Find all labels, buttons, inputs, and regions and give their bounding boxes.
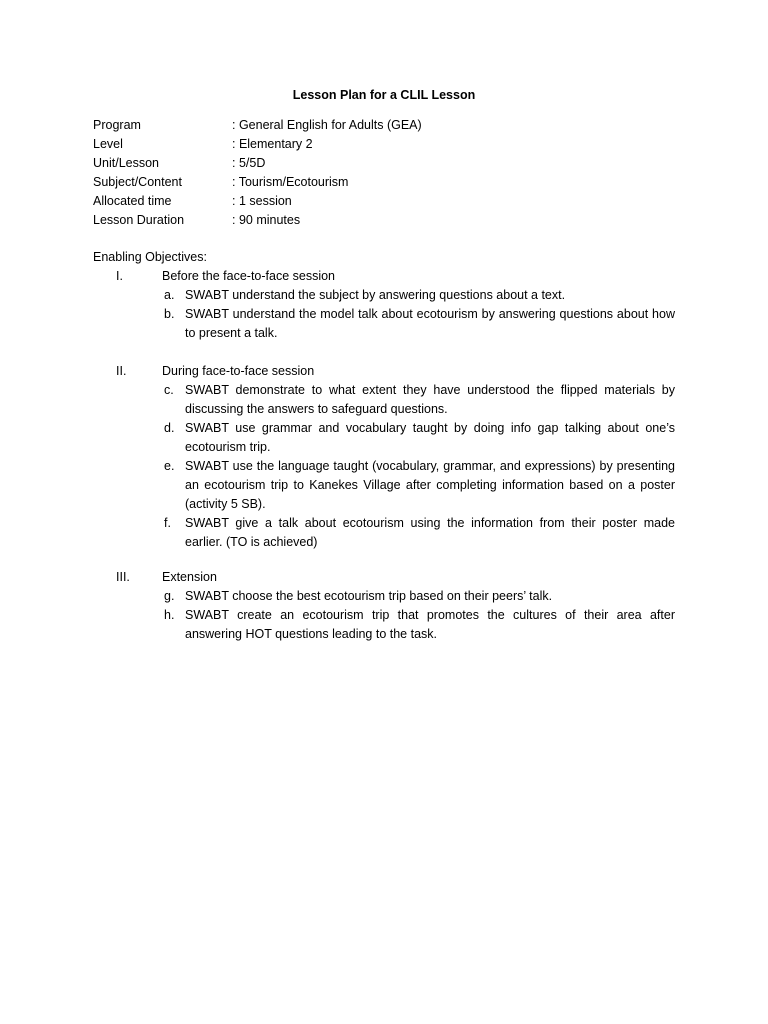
item-text: SWABT understand the model talk about ecotourism by answering questions about how to present a talk. bbox=[185, 307, 675, 340]
item-text: SWABT use grammar and vocabulary taught by doing info gap talking about one’s ecotourism trip. bbox=[185, 421, 675, 454]
meta-row-unit-lesson bbox=[93, 154, 422, 173]
item-text: SWABT use the language taught (vocabulary, grammar, and expressions) by presenting an ecotourism trip to Kanekes Village after completing information based on a poster (activity 5 SB). bbox=[185, 459, 675, 511]
meta-value: : 1 session bbox=[232, 194, 292, 208]
meta-value: : 5/5D bbox=[232, 156, 266, 170]
objective-item bbox=[164, 514, 675, 552]
section-numeral: I. bbox=[116, 269, 123, 283]
objective-section bbox=[93, 568, 675, 644]
meta-value: : Elementary 2 bbox=[232, 137, 313, 151]
section-heading: During face-to-face session bbox=[162, 364, 315, 378]
objective-section bbox=[93, 362, 675, 552]
meta-label: Lesson Duration bbox=[93, 213, 185, 227]
objectives-heading: Enabling Objectives: bbox=[93, 250, 207, 264]
item-text: SWABT demonstrate to what extent they have understood the flipped materials by discussing the answers to safeguard questions. bbox=[185, 383, 675, 416]
item-letter: d. bbox=[164, 421, 175, 435]
meta-value: : Tourism/Ecotourism bbox=[232, 175, 349, 189]
item-letter: g. bbox=[164, 589, 175, 603]
item-text: SWABT give a talk about ecotourism using the information from their poster made earlier. (TO is achieved) bbox=[185, 516, 675, 549]
meta-row-subject bbox=[93, 173, 422, 192]
meta-row-duration bbox=[93, 211, 422, 230]
item-text: SWABT create an ecotourism trip that promotes the cultures of their area after answering HOT questions leading to the task. bbox=[185, 608, 675, 641]
objective-item bbox=[164, 419, 675, 457]
section-heading-row bbox=[93, 362, 675, 381]
section-numeral: II. bbox=[116, 364, 127, 378]
objective-item bbox=[164, 381, 675, 419]
item-letter: f. bbox=[164, 516, 171, 530]
item-text: SWABT understand the subject by answering questions about a text. bbox=[185, 288, 566, 302]
meta-label: Program bbox=[93, 118, 141, 132]
section-heading-row bbox=[93, 267, 675, 286]
objective-item bbox=[164, 286, 675, 305]
meta-label: Level bbox=[93, 137, 123, 151]
item-letter: c. bbox=[164, 383, 174, 397]
item-letter: a. bbox=[164, 288, 175, 302]
meta-row-allocated-time bbox=[93, 192, 422, 211]
section-heading: Before the face-to-face session bbox=[162, 269, 336, 283]
meta-label: Subject/Content bbox=[93, 175, 182, 189]
item-letter: b. bbox=[164, 307, 175, 321]
meta-label: Unit/Lesson bbox=[93, 156, 160, 170]
meta-row-level bbox=[93, 135, 422, 154]
objective-section bbox=[93, 267, 675, 343]
objective-item bbox=[164, 457, 675, 514]
meta-row-program bbox=[93, 116, 422, 135]
item-letter: h. bbox=[164, 608, 175, 622]
meta-label: Allocated time bbox=[93, 194, 172, 208]
meta-value: : 90 minutes bbox=[232, 213, 301, 227]
item-text: SWABT choose the best ecotourism trip based on their peers’ talk. bbox=[185, 589, 553, 603]
section-heading: Extension bbox=[162, 570, 217, 584]
lesson-meta-table bbox=[93, 116, 422, 230]
item-letter: e. bbox=[164, 459, 175, 473]
objective-item bbox=[164, 606, 675, 644]
section-heading-row bbox=[93, 568, 675, 587]
objective-item bbox=[164, 587, 675, 606]
document-title: Lesson Plan for a CLIL Lesson bbox=[292, 88, 476, 102]
meta-value: : General English for Adults (GEA) bbox=[232, 118, 422, 132]
section-numeral: III. bbox=[116, 570, 130, 584]
objective-item bbox=[164, 305, 675, 343]
